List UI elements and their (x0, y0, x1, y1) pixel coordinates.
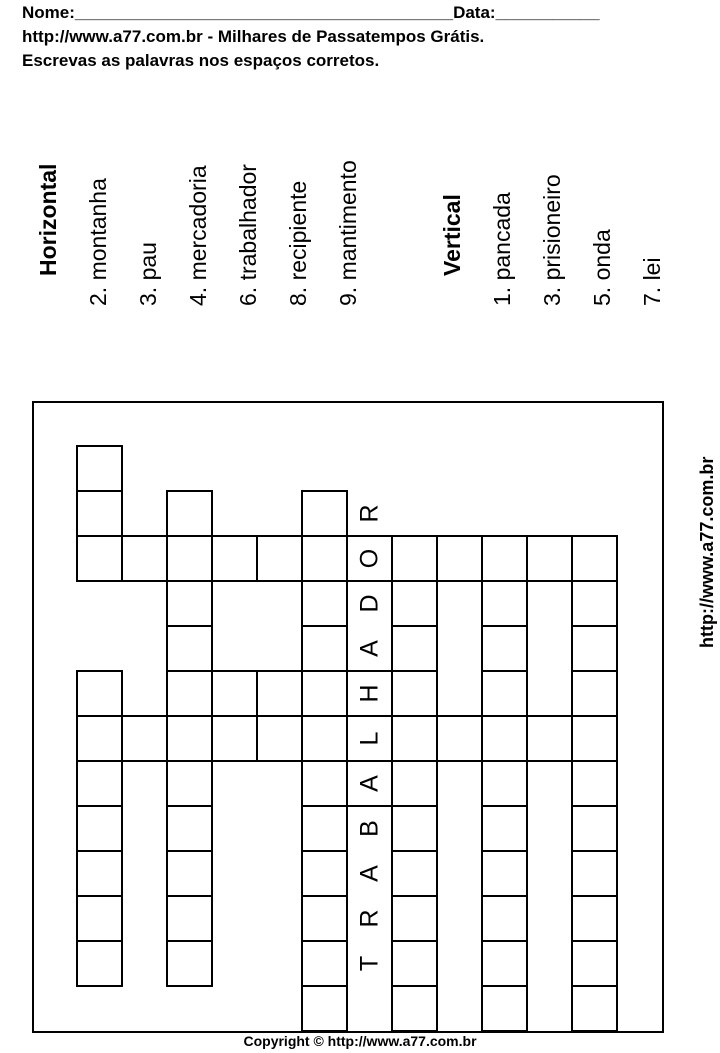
grid-letter: B (355, 820, 384, 837)
grid-cell (482, 671, 527, 716)
horizontal-clue: 8. recipiente (285, 180, 311, 306)
grid-cell (302, 941, 347, 986)
grid-cell (302, 896, 347, 941)
horizontal-clue: 6. trabalhador (235, 164, 261, 306)
grid-cell (167, 896, 212, 941)
grid-cell (392, 851, 437, 896)
grid-cell (482, 761, 527, 806)
grid-cell (572, 986, 617, 1031)
side-url: http://www.a77.com.br (697, 456, 717, 648)
grid-letter: H (355, 684, 384, 703)
grid-cell (302, 491, 347, 536)
vertical-clue: 1. pancada (489, 192, 515, 306)
grid-cell (572, 851, 617, 896)
grid-cell (572, 806, 617, 851)
grid-cell (122, 536, 167, 581)
grid-cell (77, 941, 122, 986)
grid-cell (482, 941, 527, 986)
grid-cell (392, 896, 437, 941)
grid-cell (482, 716, 527, 761)
grid-cell (122, 716, 167, 761)
grid-cell (572, 536, 617, 581)
grid-letter: R (355, 909, 384, 928)
grid-letter: T (355, 955, 384, 972)
grid-cell (572, 941, 617, 986)
site-line: http://www.a77.com.br - Milhares de Passatempos Grátis. (22, 27, 485, 46)
grid-cell (77, 536, 122, 581)
grid-cell (257, 716, 302, 761)
grid-cell (167, 716, 212, 761)
grid-cell (167, 491, 212, 536)
grid-cell (77, 446, 122, 491)
grid-cell (302, 986, 347, 1031)
grid-cell (302, 851, 347, 896)
grid-letter: O (355, 548, 384, 569)
grid-cell (302, 536, 347, 581)
grid-cell (392, 986, 437, 1031)
grid-cell (212, 536, 257, 581)
grid-cell (257, 536, 302, 581)
grid-cell (572, 626, 617, 671)
grid-cell (572, 896, 617, 941)
grid-cell (302, 581, 347, 626)
grid-cell (212, 716, 257, 761)
horizontal-clue: 3. pau (135, 242, 161, 306)
grid-cell (392, 941, 437, 986)
horizontal-clue: 4. mercadoria (185, 165, 211, 306)
grid-cell (302, 671, 347, 716)
grid-cell (77, 671, 122, 716)
grid-cell (482, 851, 527, 896)
grid-cell (77, 806, 122, 851)
grid-cell (572, 716, 617, 761)
grid-letter: A (355, 865, 384, 882)
grid-cell (212, 671, 257, 716)
grid-cell (392, 581, 437, 626)
grid-cell (77, 851, 122, 896)
grid-cell (167, 671, 212, 716)
grid-cell (482, 626, 527, 671)
grid-cell (302, 626, 347, 671)
copyright: Copyright © http://www.a77.com.br (243, 1033, 477, 1049)
grid-letter: D (355, 594, 384, 613)
grid-cell (167, 806, 212, 851)
grid-cell (392, 806, 437, 851)
instructions: Escrevas as palavras nos espaços corretos. (22, 51, 380, 70)
grid-cell (527, 536, 572, 581)
grid-letter: A (355, 775, 384, 792)
grid-cell (392, 671, 437, 716)
grid-cell (527, 716, 572, 761)
grid-cell (437, 536, 482, 581)
grid-cell (257, 671, 302, 716)
vertical-clue: 7. lei (639, 257, 665, 306)
grid-cell (302, 761, 347, 806)
grid-letter: R (355, 504, 384, 523)
grid-cell (302, 716, 347, 761)
grid-cell (392, 626, 437, 671)
grid-cell (572, 671, 617, 716)
vertical-clue: 3. prisioneiro (539, 174, 565, 306)
grid-cell (167, 941, 212, 986)
grid-letter: L (355, 731, 384, 746)
grid-cell (482, 986, 527, 1031)
grid-cell (572, 581, 617, 626)
grid-cell (167, 626, 212, 671)
grid-cell (167, 761, 212, 806)
grid-cell (482, 806, 527, 851)
grid-cell (77, 896, 122, 941)
name-date-line: Nome:________________________________________Data:___________ (22, 3, 600, 22)
grid-cell (482, 581, 527, 626)
grid-cell (302, 806, 347, 851)
grid-cell (482, 896, 527, 941)
grid-cell (167, 536, 212, 581)
grid-cell (167, 851, 212, 896)
grid-cell (167, 581, 212, 626)
horizontal-clue: 2. montanha (85, 178, 111, 306)
grid-cell (392, 716, 437, 761)
horizontal-clue: 9. mantimento (335, 160, 361, 306)
vertical-title: Vertical (439, 194, 465, 276)
vertical-clue: 5. onda (589, 229, 615, 306)
grid-cell (77, 491, 122, 536)
grid-cell (77, 716, 122, 761)
grid-cell (392, 536, 437, 581)
grid-cell (482, 536, 527, 581)
horizontal-title: Horizontal (35, 163, 61, 276)
grid-cell (572, 761, 617, 806)
grid-cell (77, 761, 122, 806)
grid-cell (437, 716, 482, 761)
grid-cell (392, 761, 437, 806)
grid-letter: A (355, 640, 384, 657)
